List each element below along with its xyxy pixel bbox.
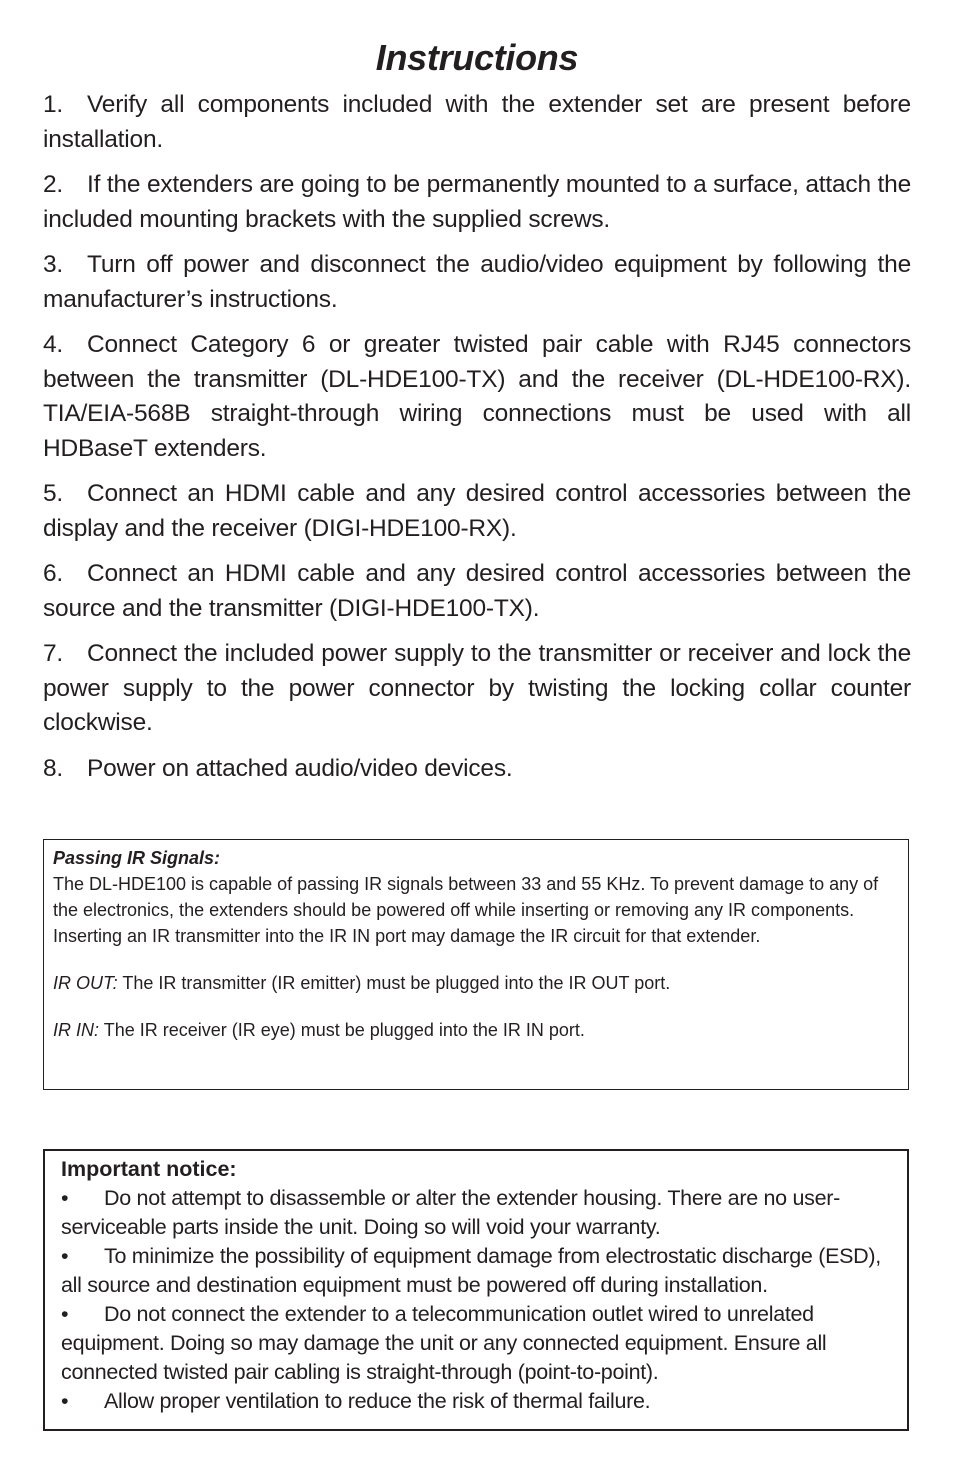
- step-text: If the extenders are going to be permanently mounted to a surface, attach the included mounting brackets with the supplied screws.: [43, 171, 911, 233]
- step-number: 1.: [43, 91, 64, 118]
- notice-item: [61, 1242, 893, 1300]
- ir-in-note: [53, 1017, 899, 1043]
- step-text: Connect an HDMI cable and any desired control accessories between the source and the transmitter (DIGI-HDE100-TX).: [43, 560, 911, 622]
- step-6: [43, 557, 911, 626]
- step-number: 6.: [43, 560, 64, 587]
- ir-in-text: The IR receiver (IR eye) must be plugged into the IR IN port.: [103, 1020, 585, 1040]
- step-4: [43, 328, 911, 466]
- step-number: 2.: [43, 171, 64, 198]
- important-notice-box: [43, 1149, 909, 1431]
- ir-out-text: The IR transmitter (IR emitter) must be plugged into the IR OUT port.: [122, 973, 671, 993]
- notice-item: [61, 1387, 893, 1416]
- step-2: [43, 168, 911, 237]
- step-number: 4.: [43, 331, 64, 358]
- step-number: 8.: [43, 754, 64, 782]
- step-8: [43, 752, 911, 787]
- step-text: Turn off power and disconnect the audio/video equipment by following the manufacturer’s instructions.: [43, 251, 911, 313]
- bullet-icon: •: [61, 1186, 69, 1210]
- instruction-steps: [43, 88, 911, 786]
- ir-box-body: The DL-HDE100 is capable of passing IR signals between 33 and 55 KHz. To prevent damage to any of the electronics, the extenders should be powered off while inserting or removing any IR components. Inserting an IR transmitter into the IR IN port may damage the IR circuit for that extender.: [53, 874, 879, 946]
- page-title: Instructions: [375, 37, 579, 78]
- notice-item: [61, 1300, 893, 1387]
- instructions-section: [43, 36, 911, 797]
- step-text: Verify all components included with the extender set are present before installation.: [43, 91, 911, 153]
- bullet-icon: •: [61, 1302, 69, 1326]
- step-number: 7.: [43, 640, 64, 667]
- notice-text: Allow proper ventilation to reduce the risk of thermal failure.: [104, 1389, 651, 1413]
- notice-text: To minimize the possibility of equipment damage from electrostatic discharge (ESD), all source and destination equipment must be powered off during installation.: [61, 1244, 881, 1297]
- bullet-icon: •: [61, 1389, 69, 1413]
- notice-text: Do not attempt to disassemble or alter the extender housing. There are no user-serviceable parts inside the unit. Doing so will void your warranty.: [61, 1186, 840, 1239]
- step-text: Connect Category 6 or greater twisted pair cable with RJ45 connectors between the transmitter (DL-HDE100-TX) and the receiver (DL-HDE100-RX). TIA/EIA-568B straight-through wiring connections must be used with all HDBaseT extenders.: [43, 331, 911, 462]
- step-5: [43, 477, 911, 546]
- ir-box-heading: Passing IR Signals:: [53, 848, 221, 868]
- step-text: Power on attached audio/video devices.: [87, 754, 513, 782]
- ir-out-label: IR OUT:: [53, 973, 118, 993]
- ir-signals-box: [43, 839, 909, 1090]
- step-7: [43, 637, 911, 741]
- ir-out-note: [53, 970, 899, 996]
- step-number: 5.: [43, 480, 64, 507]
- notice-list: [61, 1184, 893, 1416]
- notice-text: Do not connect the extender to a telecommunication outlet wired to unrelated equipment. Doing so may damage the unit or any connected equipment. Ensure all connected twisted pair cabling is straight-through (point-to-point).: [61, 1302, 827, 1384]
- step-1: [43, 88, 911, 157]
- notice-heading: Important notice:: [61, 1157, 237, 1181]
- step-text: Connect the included power supply to the transmitter or receiver and lock the power supply to the power connector by twisting the locking collar counter clockwise.: [43, 640, 911, 736]
- bullet-icon: •: [61, 1244, 69, 1268]
- step-text: Connect an HDMI cable and any desired control accessories between the display and the receiver (DIGI-HDE100-RX).: [43, 480, 911, 542]
- notice-item: [61, 1184, 893, 1242]
- step-number: 3.: [43, 251, 64, 278]
- step-3: [43, 248, 911, 317]
- ir-in-label: IR IN:: [53, 1020, 100, 1040]
